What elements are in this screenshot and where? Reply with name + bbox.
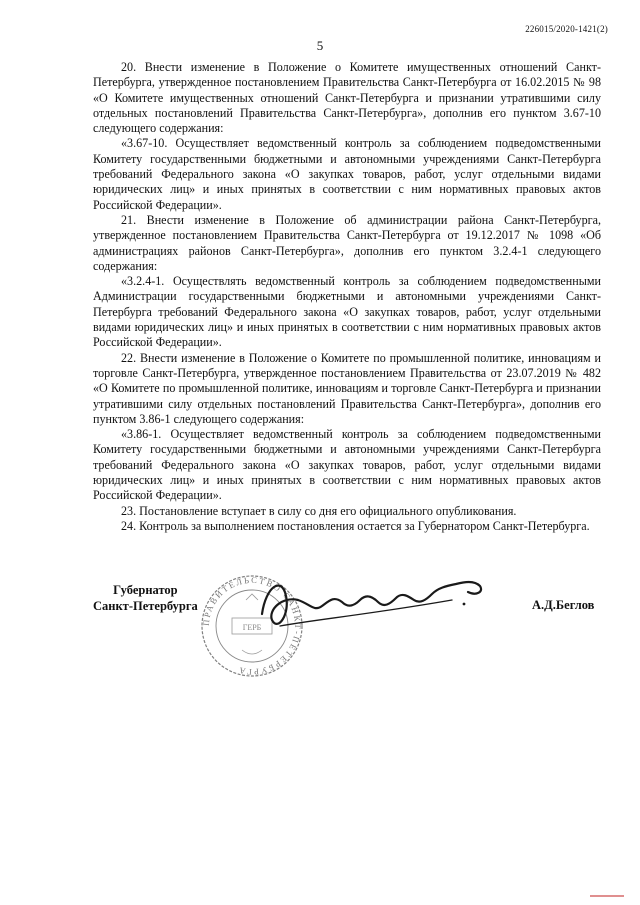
document-number: 226015/2020-1421(2) [525,24,608,34]
signer-title-line1: Губернатор [113,583,178,597]
paragraph-3-2-4-1: «3.2.4-1. Осуществлять ведомственный контроль за соблюдением подведомственными Администрации государственными бюджетными и автономными учреждениями Санкт-Петербурга требований Федерального закона «О закупках товаров, работ, услуг отдельными видами юридических лиц» и иных принятых в соответствии с ним нормативных правовых актов Российской Федерации». [93,274,601,350]
scan-artifact [590,895,624,897]
signer-title [93,582,198,614]
paragraph-3-86-1: «3.86-1. Осуществляет ведомственный контроль за соблюдением подведомственными Комитету государственными бюджетными и автономными учреждениями Санкт-Петербурга требований Федерального закона «О закупках товаров, работ, услуг отдельными видами юридических лиц» и иных принятых в соответствии с ним нормативных правовых актов Российской Федерации». [93,427,601,503]
paragraph-20: 20. Внести изменение в Положение о Комитете имущественных отношений Санкт-Петербурга, утвержденное постановлением Правительства Санкт-Петербурга от 16.02.2015 № 98 «О Комитете имущественных отношений Санкт-Петербурга и признании утратившими силу отдельных постановлений Правительства Санкт-Петербурга», дополнив его пунктом 3.67-10 следующего содержания: [93,60,601,136]
document-body [93,60,601,534]
paragraph-24: 24. Контроль за выполнением постановления остается за Губернатором Санкт-Петербурга. [121,518,590,533]
seal-center-text: ГЕРБ [242,623,262,632]
paragraph-22: 22. Внести изменение в Положение о Комитете по промышленной политике, инновациям и торговле Санкт-Петербурга, утвержденное постановлением Правительства от 23.07.2019 № 482 «О Комитете по промышленной политике, инновациям и торговле Санкт-Петербурга и признании утратившими силу отдельных постановлений Правительства Санкт-Петербурга», дополнив его пунктом 3.86-1 следующего содержания: [93,350,601,426]
paragraph-21: 21. Внести изменение в Положение об администрации района Санкт-Петербурга, утвержденное постановлением Правительства Санкт-Петербурга от 19.12.2017 № 1098 «Об администрациях районов Санкт-Петербурга», дополнив его пунктом 3.2.4-1 следующего содержания: [93,212,601,273]
paragraph-23: 23. Постановление вступает в силу со дня его официального опубликования. [121,503,517,518]
signer-title-line2: Санкт-Петербурга [93,599,198,613]
handwritten-signature-icon [252,566,500,638]
page-number: 5 [316,38,324,53]
signer-name: А.Д.Беглов [532,598,595,612]
paragraph-3-67-10: «3.67-10. Осуществляет ведомственный контроль за соблюдением подведомственными Комитету государственными бюджетными и автономными учреждениями Санкт-Петербурга требований Федерального закона «О закупках товаров, работ, услуг отдельными видами юридических лиц» и иных принятых в соответствии с ним нормативных правовых актов Российской Федерации». [93,136,601,212]
seal-ring-text: ПРАВИТЕЛЬСТВО САНКТ-ПЕТЕРБУРГА [200,574,304,678]
